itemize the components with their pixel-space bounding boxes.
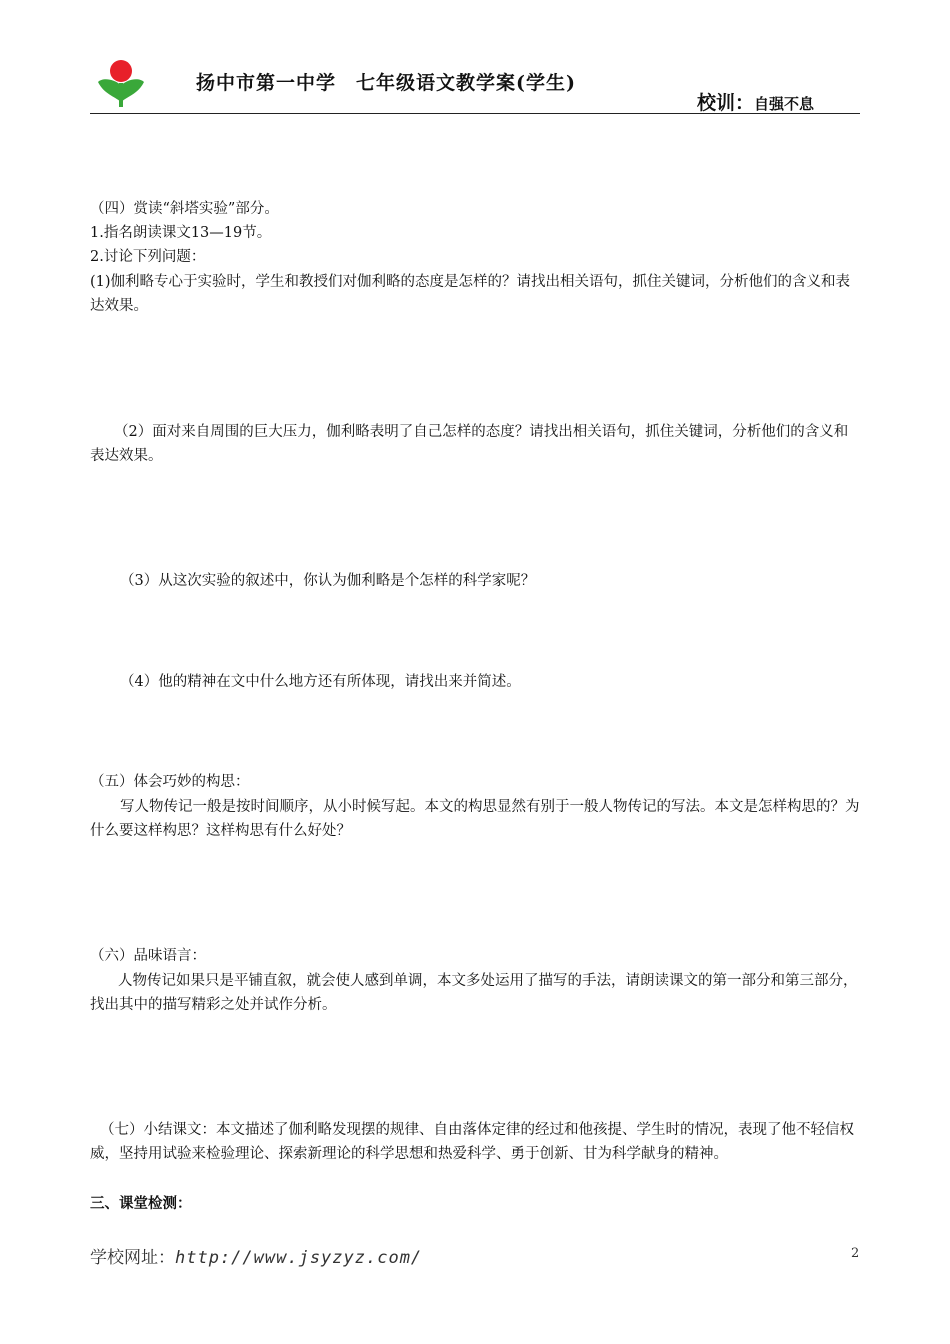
page-number: 2 [851, 1246, 860, 1261]
footer-school-website [90, 1243, 422, 1268]
section-6-body: 人物传记如果只是平铺直叙，就会使人感到单调，本文多处运用了描写的手法，请朗读课文的第一部分和第三部分，找出其中的描写精彩之处并试作分析。 [90, 973, 858, 1013]
question-2: （2）面对来自周围的巨大压力，伽利略表明了自己怎样的态度？请找出相关语句，抓住关键词，分析他们的含义和表达效果。 [90, 424, 849, 464]
page-header [0, 0, 950, 120]
header-divider [90, 113, 860, 114]
motto-value: 自强不息 [754, 95, 815, 113]
section-4-title: （四）赏读“斜塔实验”部分。 [90, 201, 279, 217]
question-1: (1)伽利略专心于实验时，学生和教授们对伽利略的态度是怎样的？请找出相关语句，抓住关键词，分析他们的含义和表达效果。 [90, 274, 851, 314]
school-motto [697, 88, 814, 115]
section-5-title: （五）体会巧妙的构思： [90, 774, 250, 790]
school-logo-icon [96, 58, 146, 108]
question-4: （4）他的精神在文中什么地方还有所体现，请找出来并简述。 [120, 674, 521, 690]
section-5-body: 写人物传记一般是按时间顺序，从小时候写起。本文的构思显然有别于一般人物传记的写法。本文是怎样构思的？为什么要这样构思？这样构思有什么好处？ [90, 799, 860, 839]
question-3: （3）从这次实验的叙述中，你认为伽利略是个怎样的科学家呢？ [120, 573, 536, 589]
footer-url-label: 学校网址： [90, 1248, 175, 1268]
section-4-item-2: 2.讨论下列问题： [90, 249, 206, 265]
page-title: 扬中市第一中学 七年级语文教学案(学生) [196, 72, 576, 94]
part-3-title: 三、课堂检测： [90, 1195, 192, 1212]
section-7-summary: （七）小结课文：本文描述了伽利略发现摆的规律、自由落体定律的经过和他孩提、学生时的情况，表现了他不轻信权威，坚持用试验来检验理论、探索新理论的科学思想和热爱科学、勇于创新、甘为科学献身的精神。 [90, 1122, 854, 1162]
footer-url-link[interactable]: http://www.jsyzyz.com/ [175, 1248, 423, 1268]
motto-label: 校训： [697, 92, 755, 114]
section-6-title: （六）品味语言： [90, 948, 206, 964]
section-4-item-1: 1.指名朗读课文13—19节。 [90, 225, 272, 241]
